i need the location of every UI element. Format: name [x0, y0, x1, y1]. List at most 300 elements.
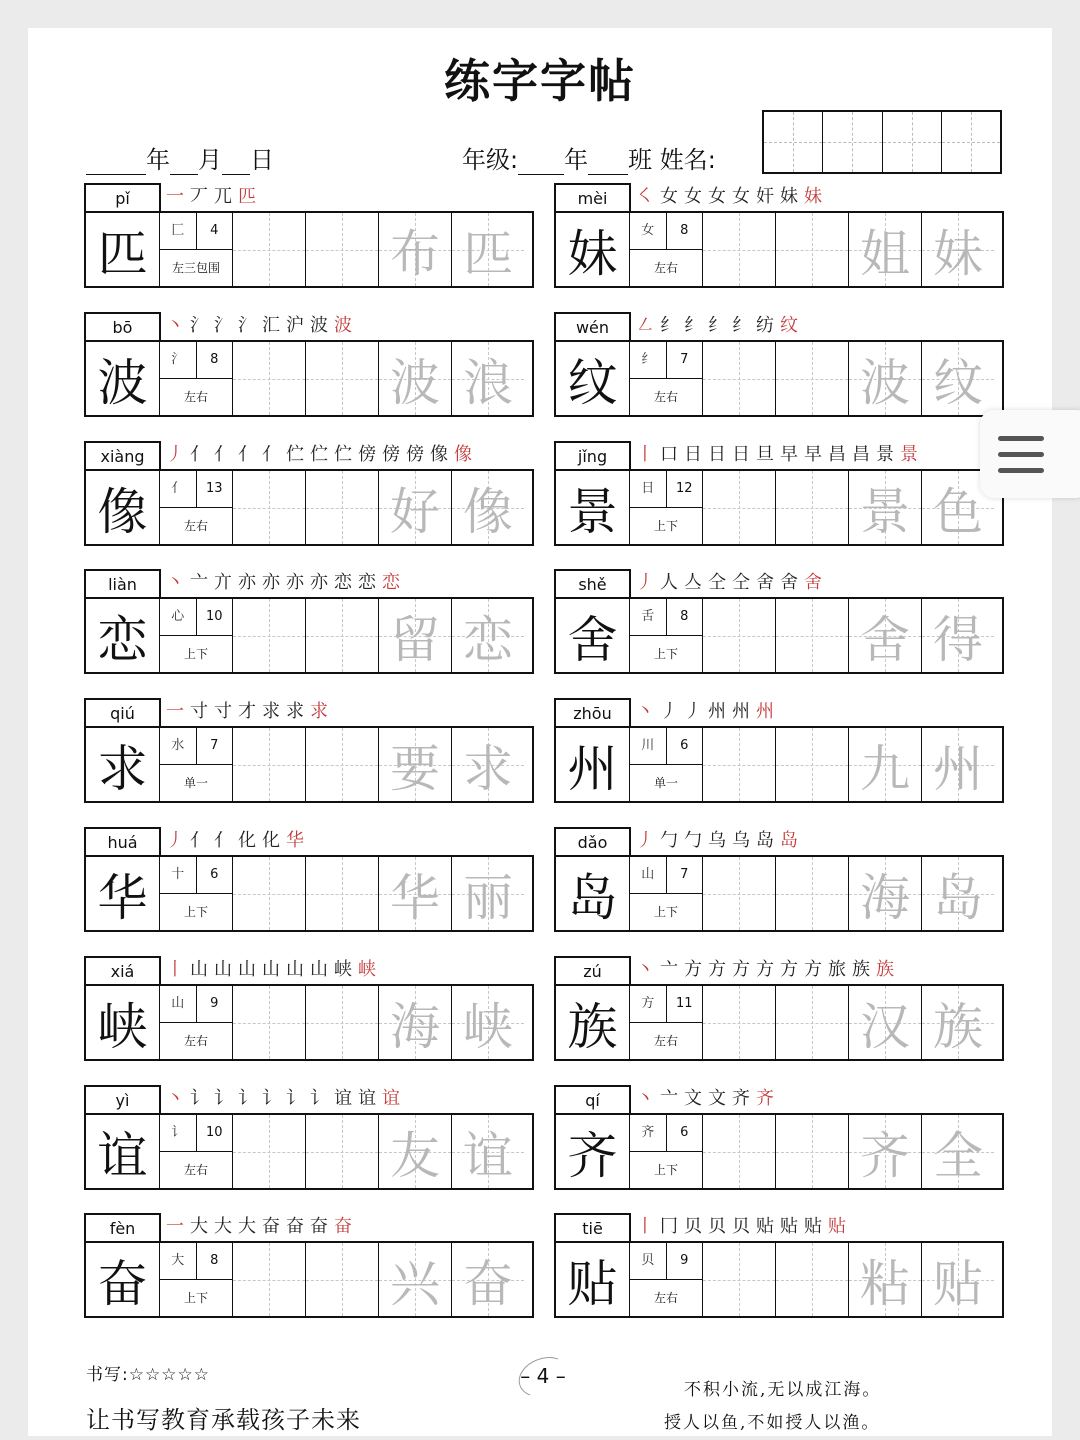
trace-cell[interactable] — [378, 342, 451, 415]
trace-cell[interactable] — [848, 471, 921, 544]
stroke-order — [636, 827, 804, 855]
pinyin-label: tiē — [554, 1213, 631, 1243]
month-label: 月 — [198, 146, 222, 174]
stroke-step: 纟 — [732, 315, 756, 336]
char-info-cell — [159, 599, 232, 672]
stroke-step: 奋 — [334, 1216, 358, 1237]
grade-year-label: 年 — [564, 146, 589, 174]
writing-cell[interactable] — [775, 213, 848, 286]
model-char: 峡 — [97, 997, 148, 1056]
stroke-step: 方 — [684, 959, 708, 980]
stroke-step: 丿 — [166, 830, 190, 851]
char-entry — [84, 312, 530, 415]
pinyin-label: zhōu — [554, 698, 631, 728]
trace-cell[interactable] — [451, 471, 524, 544]
proverb-line-1: 不积小流,无以成江海。 — [684, 1380, 882, 1400]
trace-char: 得 — [933, 610, 983, 669]
stroke-step: 亠 — [660, 1088, 684, 1109]
stroke-step: 岛 — [780, 830, 804, 851]
stroke-step: 丨 — [166, 959, 190, 980]
stroke-count: 6 — [680, 738, 689, 753]
trace-char: 像 — [463, 482, 513, 541]
stroke-count: 7 — [680, 867, 689, 882]
stroke-step: 奋 — [262, 1216, 286, 1237]
trace-cell[interactable] — [451, 728, 524, 801]
model-char: 像 — [97, 482, 148, 541]
slogan: 让书写教育承载孩子未来 — [86, 1406, 361, 1434]
stroke-count: 8 — [680, 609, 689, 624]
writing-cell[interactable] — [232, 728, 305, 801]
trace-cell[interactable] — [921, 1243, 994, 1316]
stroke-step: 亦 — [262, 572, 286, 593]
model-char: 岛 — [567, 868, 618, 927]
writing-cell[interactable] — [305, 213, 378, 286]
trace-char: 贴 — [933, 1254, 983, 1313]
stroke-step: 早 — [780, 444, 804, 465]
stroke-step: 峡 — [358, 959, 382, 980]
writing-cell[interactable] — [702, 213, 775, 286]
writing-cell[interactable] — [305, 342, 378, 415]
trace-cell[interactable] — [378, 1243, 451, 1316]
stroke-order — [636, 1085, 780, 1113]
stroke-count: 10 — [205, 1125, 223, 1140]
stroke-step: 岛 — [756, 830, 780, 851]
stroke-step: 丨 — [636, 444, 660, 465]
practice-grid — [554, 597, 1004, 674]
writing-cell[interactable] — [232, 1115, 305, 1188]
trace-char: 汉 — [860, 997, 910, 1056]
stroke-step: 波 — [334, 315, 358, 336]
trace-cell[interactable] — [921, 213, 994, 286]
writing-cell[interactable] — [305, 599, 378, 672]
model-char: 波 — [97, 353, 148, 412]
stroke-count: 7 — [680, 352, 689, 367]
stroke-step: 丶 — [166, 315, 190, 336]
pinyin-label: zú — [554, 956, 631, 986]
trace-cell[interactable] — [451, 599, 524, 672]
practice-grid — [84, 1113, 534, 1190]
model-char-cell — [556, 599, 629, 672]
writing-cell[interactable] — [305, 857, 378, 930]
char-info-cell — [629, 599, 702, 672]
writing-cell[interactable] — [232, 342, 305, 415]
stroke-step: 族 — [852, 959, 876, 980]
stroke-step: 亻 — [214, 444, 238, 465]
model-char: 纹 — [567, 353, 618, 412]
radical: 纟 — [630, 342, 667, 378]
stroke-step: 纟 — [660, 315, 684, 336]
stroke-step: 谊 — [382, 1088, 406, 1109]
radical: 山 — [630, 857, 667, 893]
trace-char: 留 — [390, 610, 440, 669]
writing-cell[interactable] — [775, 1243, 848, 1316]
trace-cell[interactable] — [451, 342, 524, 415]
trace-cell[interactable] — [378, 471, 451, 544]
pinyin-label: jǐng — [554, 441, 631, 471]
char-entry — [554, 183, 1000, 286]
char-entry — [554, 569, 1000, 672]
trace-cell[interactable] — [848, 1243, 921, 1316]
stroke-step: 丨 — [636, 1216, 660, 1237]
trace-cell[interactable] — [848, 986, 921, 1059]
trace-cell[interactable] — [921, 599, 994, 672]
name-box[interactable] — [822, 112, 881, 172]
stroke-step: 纹 — [780, 315, 804, 336]
stroke-step: 冂 — [660, 1216, 684, 1237]
stroke-step: 峡 — [334, 959, 358, 980]
practice-grid — [554, 469, 1004, 546]
trace-cell[interactable] — [451, 1243, 524, 1316]
grade-label: 年级: — [462, 146, 519, 174]
writing-cell[interactable] — [702, 342, 775, 415]
trace-char: 华 — [390, 868, 440, 927]
structure: 左右 — [653, 1291, 678, 1305]
trace-cell[interactable] — [921, 857, 994, 930]
pinyin-label: huá — [84, 827, 161, 857]
trace-cell[interactable] — [451, 1115, 524, 1188]
trace-cell[interactable] — [378, 986, 451, 1059]
char-info-cell — [629, 728, 702, 801]
trace-char: 浪 — [463, 353, 513, 412]
trace-cell[interactable] — [378, 857, 451, 930]
trace-cell[interactable] — [848, 857, 921, 930]
structure: 左右 — [653, 390, 678, 404]
year-blank — [86, 150, 146, 175]
trace-char: 恋 — [463, 610, 513, 669]
stroke-step: 贝 — [684, 1216, 708, 1237]
trace-cell[interactable] — [921, 986, 994, 1059]
stroke-order — [636, 569, 828, 597]
writing-cell[interactable] — [702, 471, 775, 544]
trace-cell[interactable] — [921, 1115, 994, 1188]
stroke-count: 4 — [210, 223, 219, 238]
char-info-cell — [159, 1115, 232, 1188]
trace-char: 全 — [933, 1126, 983, 1185]
practice-grid — [84, 211, 534, 288]
stroke-step: 丿 — [166, 444, 190, 465]
trace-char: 州 — [933, 739, 983, 798]
name-boxes[interactable] — [762, 110, 1002, 174]
practice-grid — [554, 211, 1004, 288]
writing-cell[interactable] — [775, 599, 848, 672]
structure: 上下 — [653, 647, 678, 661]
stroke-step: 乌 — [732, 830, 756, 851]
radical: 氵 — [160, 342, 197, 378]
page-number-value: 4 — [536, 1364, 550, 1388]
structure: 上下 — [653, 1163, 678, 1177]
writing-cell[interactable] — [702, 1243, 775, 1316]
trace-cell[interactable] — [378, 213, 451, 286]
model-char-cell — [86, 213, 159, 286]
radical: 心 — [160, 599, 197, 635]
trace-cell[interactable] — [921, 471, 994, 544]
stroke-step: 大 — [214, 1216, 238, 1237]
trace-cell[interactable] — [848, 728, 921, 801]
day-blank — [222, 150, 250, 175]
writing-cell[interactable] — [702, 857, 775, 930]
char-info-cell — [629, 471, 702, 544]
radical: 山 — [160, 986, 197, 1022]
stroke-step: 齐 — [756, 1088, 780, 1109]
stroke-step: 华 — [286, 830, 310, 851]
trace-char: 谊 — [463, 1126, 513, 1185]
trace-cell[interactable] — [378, 599, 451, 672]
char-entry — [554, 698, 1000, 801]
writing-cell[interactable] — [305, 1243, 378, 1316]
trace-char: 友 — [390, 1126, 440, 1185]
stroke-step: 讠 — [310, 1088, 334, 1109]
structure: 左右 — [653, 261, 678, 275]
stroke-step: 方 — [732, 959, 756, 980]
practice-grid — [84, 469, 534, 546]
practice-grid — [554, 1113, 1004, 1190]
trace-char: 峡 — [463, 997, 513, 1056]
char-entry — [554, 312, 1000, 415]
trace-char: 海 — [390, 997, 440, 1056]
pinyin-label: dǎo — [554, 827, 631, 857]
class-name-label: 班 姓名: — [628, 146, 716, 174]
stroke-step: 恋 — [358, 572, 382, 593]
stroke-step: 山 — [238, 959, 262, 980]
writing-cell[interactable] — [232, 471, 305, 544]
practice-grid — [554, 1241, 1004, 1318]
stroke-order — [166, 827, 310, 855]
stroke-step: 勹 — [660, 830, 684, 851]
stroke-order — [166, 569, 406, 597]
writing-cell[interactable] — [775, 342, 848, 415]
stroke-order — [166, 312, 358, 340]
trace-cell[interactable] — [451, 213, 524, 286]
stroke-step: 丿 — [636, 572, 660, 593]
writing-cell[interactable] — [305, 728, 378, 801]
stroke-step: 舍 — [780, 572, 804, 593]
char-info-cell — [159, 471, 232, 544]
stroke-step: 贴 — [828, 1216, 852, 1237]
stroke-step: 化 — [238, 830, 262, 851]
char-info-cell — [159, 1243, 232, 1316]
month-blank — [170, 150, 198, 175]
writing-cell[interactable] — [702, 986, 775, 1059]
radical: 贝 — [630, 1243, 667, 1279]
practice-grid — [84, 726, 534, 803]
stroke-step: 匹 — [238, 186, 262, 207]
stroke-step: 丿 — [684, 701, 708, 722]
stroke-step: 贝 — [732, 1216, 756, 1237]
stroke-step: 方 — [804, 959, 828, 980]
stroke-step: 旅 — [828, 959, 852, 980]
trace-cell[interactable] — [378, 728, 451, 801]
char-entry — [84, 956, 530, 1059]
practice-grid — [554, 340, 1004, 417]
writing-cell[interactable] — [775, 1115, 848, 1188]
stroke-step: 昌 — [828, 444, 852, 465]
writing-cell[interactable] — [232, 1243, 305, 1316]
page-title: 练字字帖 — [444, 54, 636, 108]
writing-cell[interactable] — [232, 857, 305, 930]
writing-cell[interactable] — [702, 1115, 775, 1188]
trace-cell[interactable] — [451, 986, 524, 1059]
pinyin-label: pǐ — [84, 183, 161, 213]
pinyin-label: yì — [84, 1085, 161, 1115]
writing-cell[interactable] — [775, 986, 848, 1059]
stroke-step: 伫 — [310, 444, 334, 465]
stroke-step: 傍 — [358, 444, 382, 465]
writing-cell[interactable] — [702, 728, 775, 801]
trace-char: 布 — [390, 224, 440, 283]
pinyin-label: fèn — [84, 1213, 161, 1243]
stroke-step: 州 — [708, 701, 732, 722]
model-char: 华 — [97, 868, 148, 927]
stroke-order — [636, 441, 924, 469]
stroke-step: 日 — [708, 444, 732, 465]
writing-cell[interactable] — [305, 986, 378, 1059]
trace-cell[interactable] — [848, 599, 921, 672]
stroke-step: 舍 — [804, 572, 828, 593]
stroke-step: 讠 — [190, 1088, 214, 1109]
name-box[interactable] — [764, 112, 822, 172]
writing-cell[interactable] — [232, 986, 305, 1059]
model-char-cell — [556, 986, 629, 1059]
stroke-step: 人 — [660, 572, 684, 593]
trace-cell[interactable] — [921, 728, 994, 801]
trace-cell[interactable] — [848, 213, 921, 286]
stroke-step: 妹 — [804, 186, 828, 207]
stroke-count: 7 — [210, 738, 219, 753]
menu-button[interactable] — [980, 410, 1080, 498]
proverb-line-2: 授人以鱼,不如授人以渔。 — [664, 1413, 881, 1433]
writing-cell[interactable] — [232, 599, 305, 672]
stroke-order — [636, 1213, 852, 1241]
trace-char: 求 — [463, 739, 513, 798]
structure: 左右 — [183, 390, 208, 404]
stroke-step: 仝 — [732, 572, 756, 593]
trace-char: 纹 — [933, 353, 983, 412]
stroke-step: 女 — [708, 186, 732, 207]
trace-cell[interactable] — [451, 857, 524, 930]
stroke-order — [166, 183, 262, 211]
stroke-step: 方 — [780, 959, 804, 980]
stroke-order — [636, 183, 828, 211]
stroke-step: 贝 — [708, 1216, 732, 1237]
structure: 上下 — [183, 647, 208, 661]
stroke-order — [166, 1213, 358, 1241]
name-box[interactable] — [941, 112, 1000, 172]
stroke-step: 波 — [310, 315, 334, 336]
writing-cell[interactable] — [775, 857, 848, 930]
stroke-step: 谊 — [358, 1088, 382, 1109]
trace-char: 岛 — [933, 868, 983, 927]
stroke-step: 兀 — [214, 186, 238, 207]
writing-cell[interactable] — [775, 471, 848, 544]
radical: 川 — [630, 728, 667, 764]
structure: 左右 — [183, 1034, 208, 1048]
stroke-order — [636, 698, 780, 726]
stroke-step: 丆 — [190, 186, 214, 207]
menu-icon-bar — [998, 436, 1044, 441]
trace-char: 妹 — [933, 224, 983, 283]
model-char-cell — [86, 728, 159, 801]
stroke-step: 丿 — [660, 701, 684, 722]
char-info-cell — [159, 728, 232, 801]
radical: 十 — [160, 857, 197, 893]
stroke-step: 昌 — [852, 444, 876, 465]
practice-grid — [554, 726, 1004, 803]
char-info-cell — [159, 986, 232, 1059]
pinyin-label: xiá — [84, 956, 161, 986]
writing-cell[interactable] — [232, 213, 305, 286]
structure: 左右 — [653, 1034, 678, 1048]
char-entry — [554, 956, 1000, 1059]
trace-char: 奋 — [463, 1254, 513, 1313]
stroke-step: 恋 — [334, 572, 358, 593]
pinyin-label: xiàng — [84, 441, 161, 471]
date-line — [86, 140, 274, 175]
trace-char: 舍 — [860, 610, 910, 669]
writing-cell[interactable] — [775, 728, 848, 801]
practice-grid — [84, 855, 534, 932]
writing-cell[interactable] — [702, 599, 775, 672]
stroke-count: 8 — [680, 223, 689, 238]
stroke-step: 贴 — [780, 1216, 804, 1237]
name-box[interactable] — [882, 112, 941, 172]
proverb — [664, 1374, 881, 1440]
stroke-step: 求 — [286, 701, 310, 722]
stroke-order — [636, 956, 900, 984]
trace-cell[interactable] — [921, 342, 994, 415]
writing-cell[interactable] — [305, 471, 378, 544]
model-char: 恋 — [97, 610, 148, 669]
model-char-cell — [556, 213, 629, 286]
pinyin-label: liàn — [84, 569, 161, 599]
stroke-step: 一 — [166, 1216, 190, 1237]
trace-cell[interactable] — [848, 342, 921, 415]
stroke-step: 早 — [804, 444, 828, 465]
structure: 左右 — [183, 519, 208, 533]
model-char: 谊 — [97, 1126, 148, 1185]
stroke-step: 文 — [684, 1088, 708, 1109]
trace-cell[interactable] — [378, 1115, 451, 1188]
stroke-step: 女 — [732, 186, 756, 207]
char-info-cell — [159, 857, 232, 930]
rating-label: 书写:☆☆☆☆☆ — [86, 1365, 210, 1385]
char-info-cell — [629, 213, 702, 286]
stroke-step: 傍 — [406, 444, 430, 465]
stroke-step: 方 — [756, 959, 780, 980]
trace-char: 好 — [390, 482, 440, 541]
writing-cell[interactable] — [305, 1115, 378, 1188]
stroke-step: 汇 — [262, 315, 286, 336]
char-entry — [84, 569, 530, 672]
class-line — [462, 140, 716, 175]
stroke-step: 讠 — [262, 1088, 286, 1109]
stroke-step: 纟 — [708, 315, 732, 336]
stroke-step: 氵 — [214, 315, 238, 336]
stroke-step: 谊 — [334, 1088, 358, 1109]
stroke-step: 亦 — [286, 572, 310, 593]
stroke-count: 6 — [680, 1125, 689, 1140]
class-blank — [588, 150, 628, 175]
trace-char: 九 — [860, 739, 910, 798]
trace-cell[interactable] — [848, 1115, 921, 1188]
char-entry — [554, 1213, 1000, 1316]
trace-char: 粘 — [860, 1254, 910, 1313]
practice-grid — [84, 340, 534, 417]
trace-char: 兴 — [390, 1254, 440, 1313]
stroke-step: 口 — [660, 444, 684, 465]
trace-char: 族 — [933, 997, 983, 1056]
structure: 上下 — [183, 905, 208, 919]
stroke-step: 亻 — [190, 444, 214, 465]
